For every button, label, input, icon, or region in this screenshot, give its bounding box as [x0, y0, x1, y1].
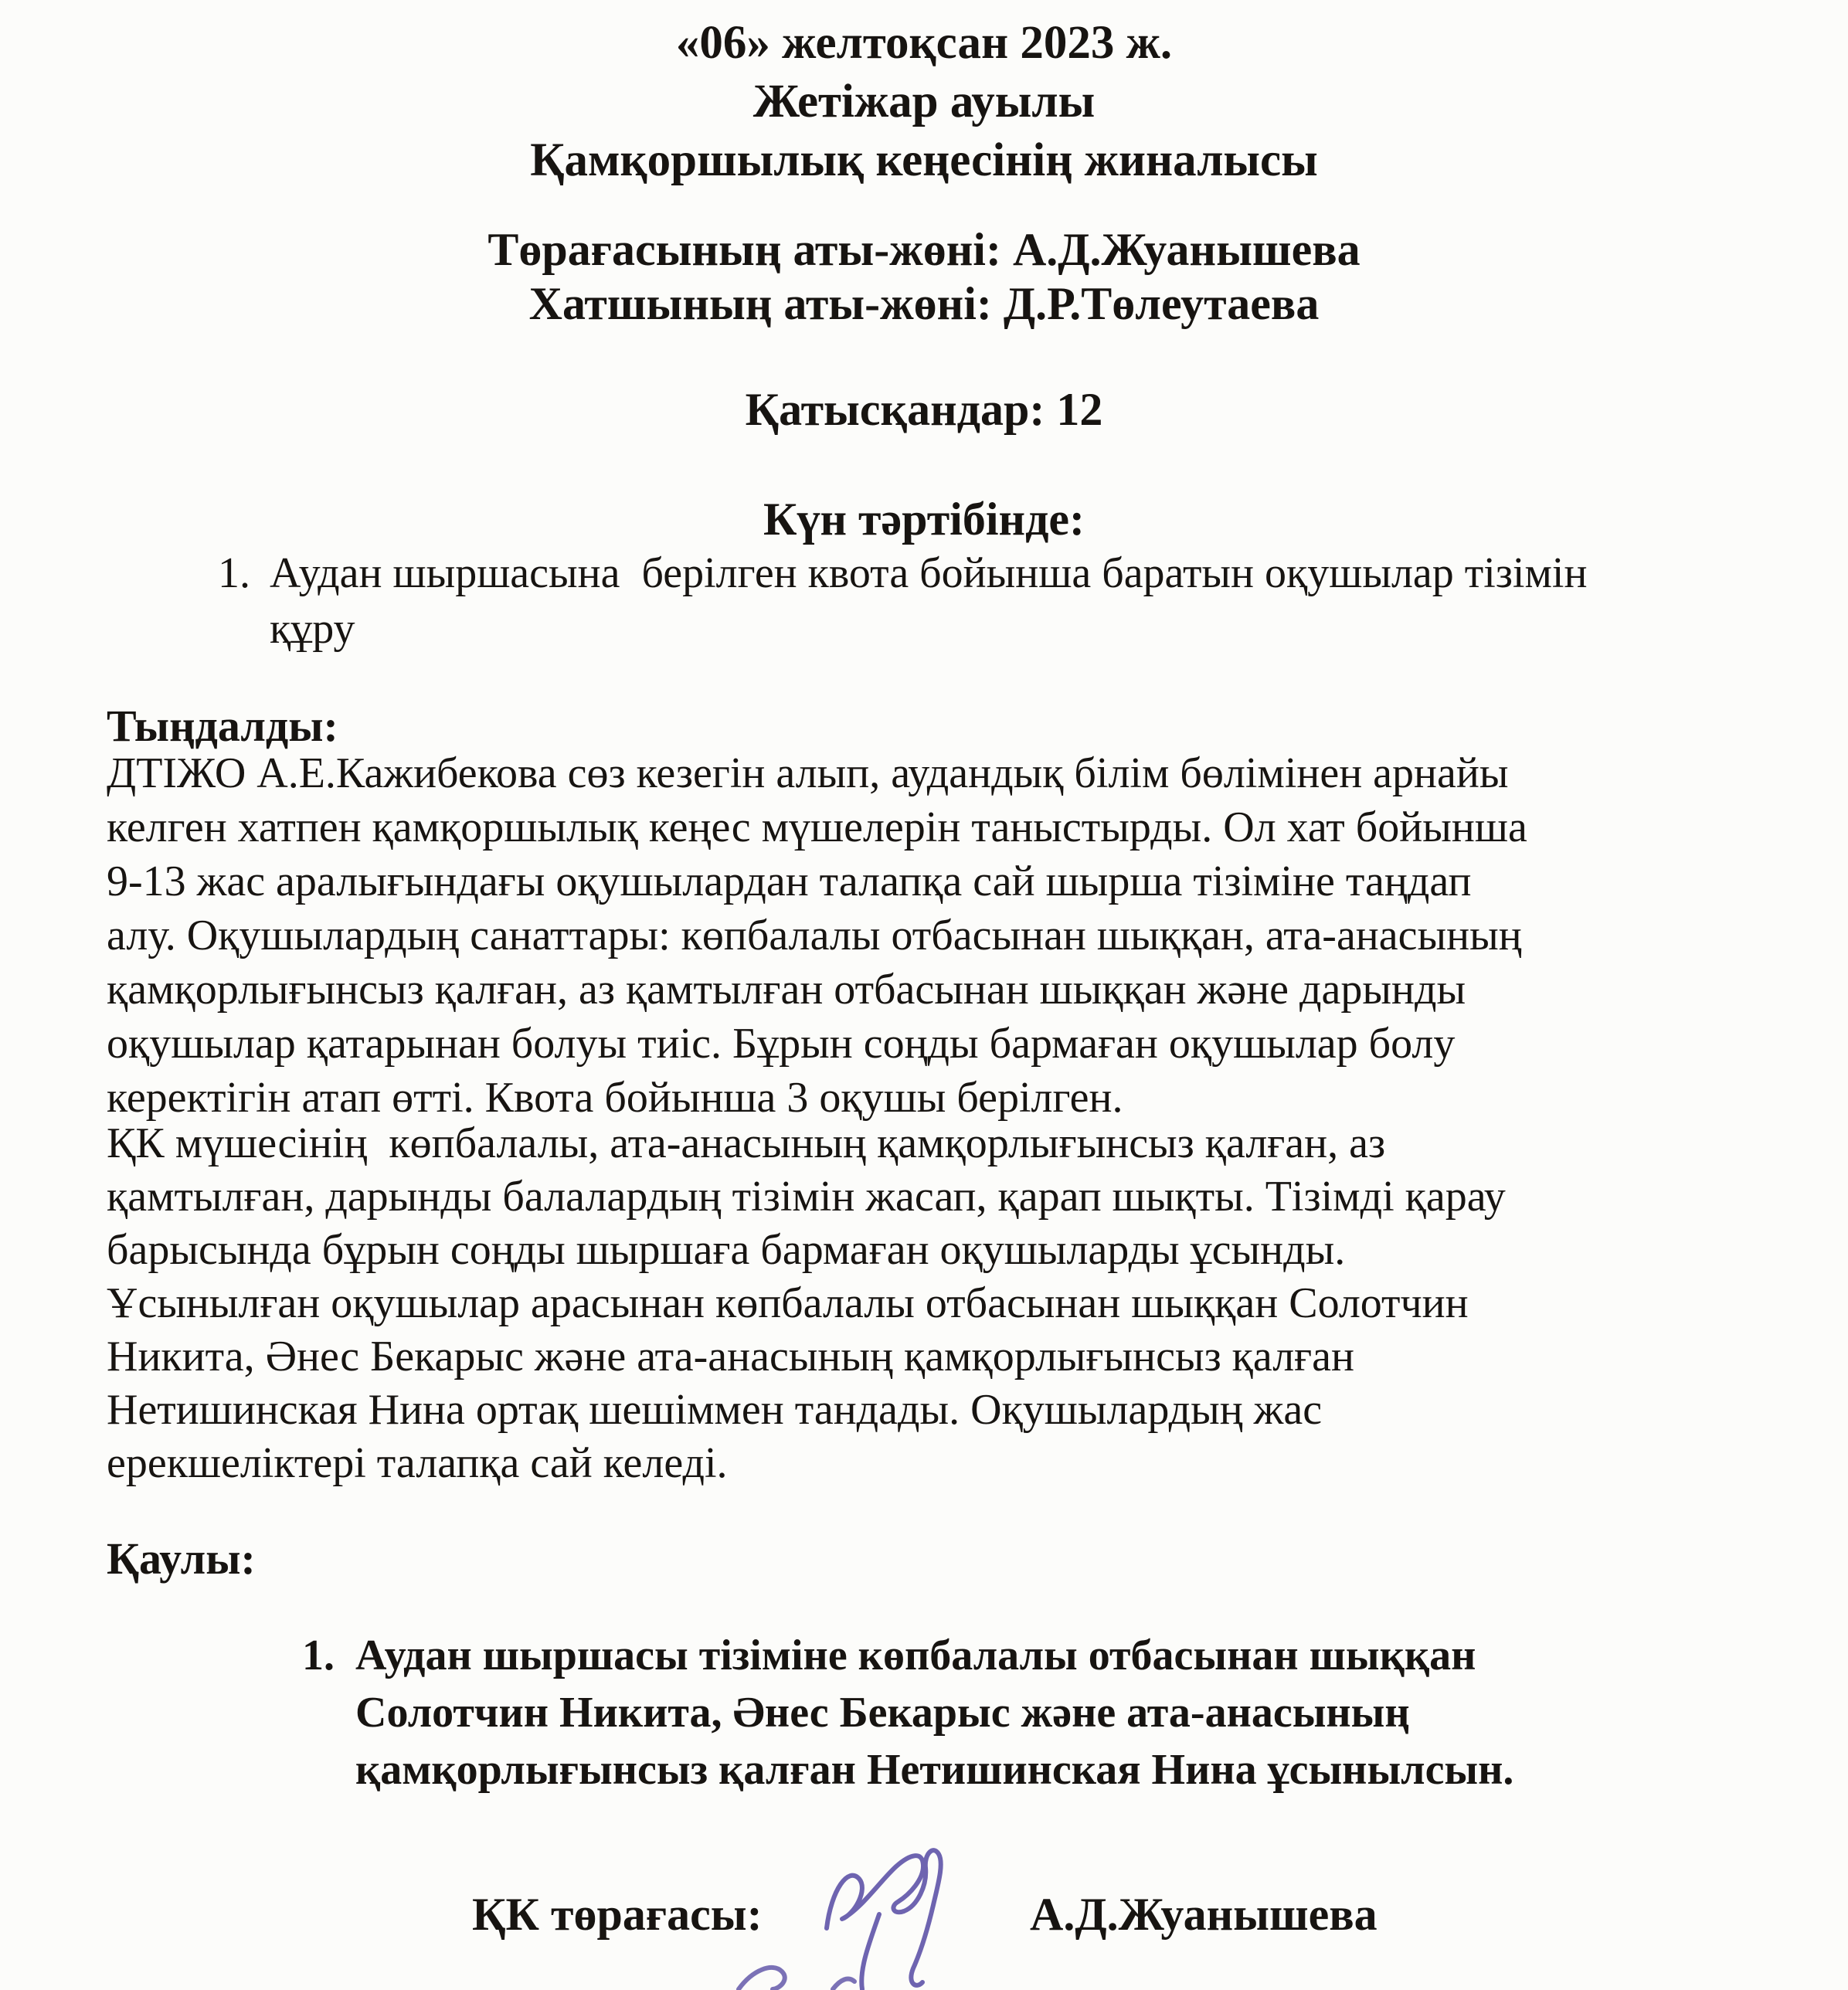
heard-paragraph-2 — [107, 1117, 1506, 1490]
paragraph-line: ДТІЖО А.Е.Кажибекова сөз кезегін алып, аудандық білім бөлімінен арнайы — [107, 749, 1509, 797]
resolution-line-3: қамқорлығынсыз қалған Нетишинская Нина ұсынылсын. — [355, 1746, 1514, 1794]
resolution-item-text: Аудан шыршасы тізіміне көпбалалы отбасынан шыққан — [355, 1632, 1476, 1679]
paragraph-line: Никита, Әнес Бекарыс және ата-анасының қамқорлығынсыз қалған — [107, 1333, 1354, 1380]
paragraph-line: керектігін атап өтті. Квота бойынша 3 оқушы берілген. — [107, 1074, 1123, 1122]
signature-stroke-main — [827, 1850, 941, 1989]
date-line: «06» желтоқсан 2023 ж. — [675, 17, 1173, 69]
resolution-item-number: 1. — [302, 1632, 335, 1679]
attendees-line: Қатысқандар: 12 — [745, 384, 1103, 435]
paragraph-line: қамтылған, дарынды балалардың тізімін жасап, қарап шықты. Тізімді қарау — [107, 1173, 1506, 1221]
resolution-item-1-continuation — [355, 1684, 1513, 1798]
agenda-item-line-1 — [218, 545, 1587, 601]
village-line: Жетіжар ауылы — [752, 76, 1096, 127]
heard-heading: Тыңдалды: — [107, 701, 338, 751]
agenda-item-1 — [218, 545, 1587, 601]
paragraph-line: Ұсынылған оқушылар арасынан көпбалалы отбасынан шыққан Солотчин — [107, 1279, 1469, 1327]
resolution-line-2: Солотчин Никита, Әнес Бекарыс және ата-анасының — [355, 1689, 1410, 1737]
handwritten-signature-ink — [695, 1837, 1066, 1990]
chairman-line: Төрағасының аты-жөні: А.Д.Жуанышева — [487, 224, 1361, 275]
resolution-line-1 — [302, 1627, 1476, 1684]
paragraph-line: ҚК мүшесінің көпбалалы, ата-анасының қамқорлығынсыз қалған, аз — [107, 1119, 1386, 1167]
paragraph-line: 9-13 жас аралығындағы оқушылардан талапқа сай шырша тізіміне таңдап — [107, 857, 1472, 905]
signature-name: А.Д.Жуанышева — [1030, 1889, 1378, 1940]
secretary-line: Хатшының аты-жөні: Д.Р.Төлеутаева — [528, 278, 1320, 329]
resolution-item-1 — [302, 1627, 1476, 1684]
agenda-heading: Күн тәртібінде: — [763, 494, 1085, 545]
paragraph-line: Нетишинская Нина ортақ шешіммен тандады. Оқушылардың жас — [107, 1386, 1323, 1434]
paragraph-line: оқушылар қатарынан болуы тиіс. Бұрын соңды бармаған оқушылар болу — [107, 1020, 1456, 1068]
signature-stroke-partial — [739, 1968, 854, 1989]
officials-block — [0, 222, 1848, 331]
heard-paragraph-1 — [107, 746, 1527, 1125]
paragraph-line: ерекшеліктері талапқа сай келеді. — [107, 1439, 728, 1487]
document-header — [0, 14, 1848, 190]
agenda-item-text: Аудан шыршасына берілген квота бойынша баратын оқушылар тізімін — [270, 549, 1588, 597]
signature-role-label: ҚК төрағасы: — [472, 1889, 763, 1940]
paragraph-line: барысында бұрын соңды шыршаға бармаған оқушыларды ұсынды. — [107, 1226, 1346, 1274]
paragraph-line: келген хатпен қамқоршылық кеңес мүшелерін таныстырды. Ол хат бойынша — [107, 803, 1527, 851]
paragraph-line: қамқорлығынсыз қалған, аз қамтылған отбасынан шыққан және дарынды — [107, 966, 1466, 1014]
agenda-item-1-continuation — [270, 601, 355, 657]
resolution-heading: Қаулы: — [107, 1533, 256, 1584]
agenda-item-number: 1. — [218, 549, 250, 597]
agenda-item-line-2: құру — [270, 605, 355, 653]
paragraph-line: алу. Оқушылардың санаттары: көпбалалы отбасынан шыққан, ата-анасының — [107, 912, 1522, 959]
meeting-title-line: Қамқоршылық кеңесінің жиналысы — [530, 134, 1318, 186]
